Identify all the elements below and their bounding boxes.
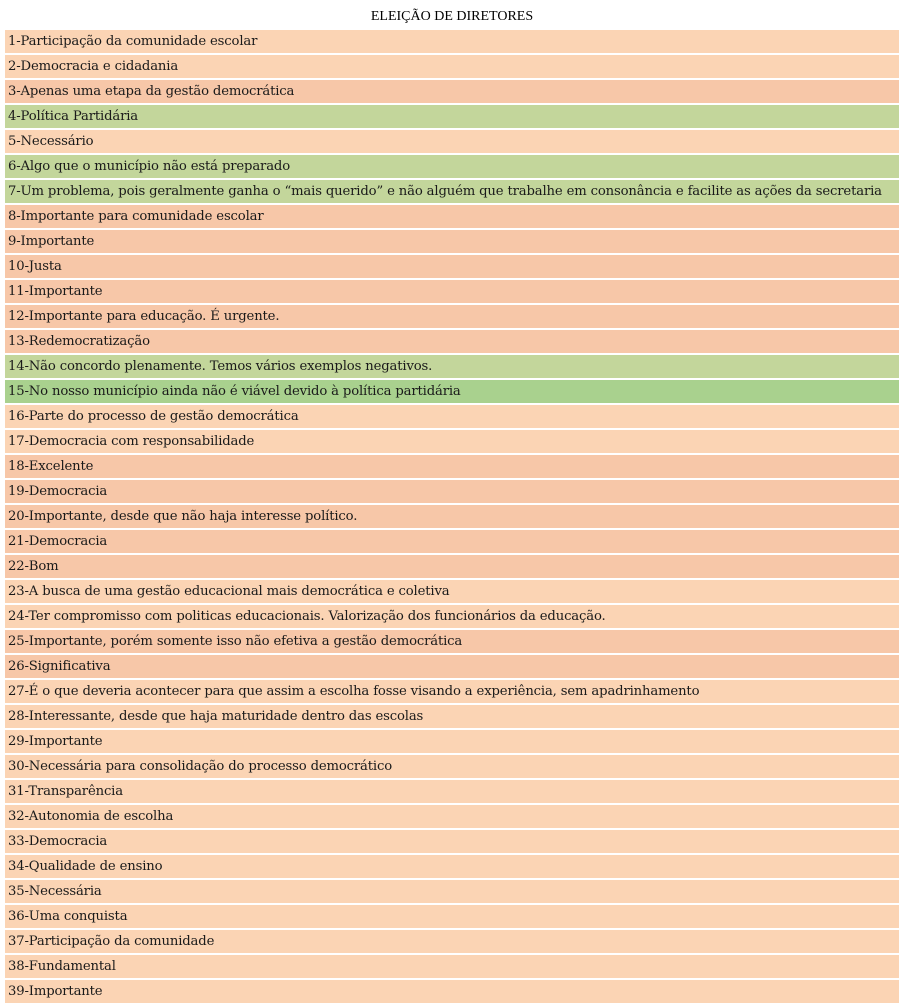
table-row: 21-Democracia: [5, 530, 899, 553]
table-row: 3-Apenas uma etapa da gestão democrática: [5, 80, 899, 103]
table-row: 16-Parte do processo de gestão democrática: [5, 405, 899, 428]
table-row: 39-Importante: [5, 980, 899, 1003]
table-row: 6-Algo que o município não está preparado: [5, 155, 899, 178]
table-row: 35-Necessária: [5, 880, 899, 903]
table-row: 22-Bom: [5, 555, 899, 578]
table-row: 33-Democracia: [5, 830, 899, 853]
table-row: 10-Justa: [5, 255, 899, 278]
table-row: 14-Não concordo plenamente. Temos vários exemplos negativos.: [5, 355, 899, 378]
table-row: 36-Uma conquista: [5, 905, 899, 928]
table-row: 18-Excelente: [5, 455, 899, 478]
table-row: 27-É o que deveria acontecer para que assim a escolha fosse visando a experiência, sem apadrinhamento: [5, 680, 899, 703]
table-row: 7-Um problema, pois geralmente ganha o “mais querido” e não alguém que trabalhe em consonância e facilite as ações da secretaria: [5, 180, 899, 203]
table-row: 17-Democracia com responsabilidade: [5, 430, 899, 453]
table-row: 28-Interessante, desde que haja maturidade dentro das escolas: [5, 705, 899, 728]
table-row: 23-A busca de uma gestão educacional mais democrática e coletiva: [5, 580, 899, 603]
table-row: 29-Importante: [5, 730, 899, 753]
table-row: 9-Importante: [5, 230, 899, 253]
table-row: 8-Importante para comunidade escolar: [5, 205, 899, 228]
table-row: 5-Necessário: [5, 130, 899, 153]
table-row: 15-No nosso município ainda não é viável devido à política partidária: [5, 380, 899, 403]
table-row: 4-Política Partidária: [5, 105, 899, 128]
table-row: 13-Redemocratização: [5, 330, 899, 353]
table-row: 26-Significativa: [5, 655, 899, 678]
responses-table: [5, 30, 899, 1005]
table-row: 34-Qualidade de ensino: [5, 855, 899, 878]
table-row: 30-Necessária para consolidação do processo democrático: [5, 755, 899, 778]
table-row: 32-Autonomia de escolha: [5, 805, 899, 828]
table-title: ELEIÇÃO DE DIRETORES: [370, 9, 534, 24]
table-row: 11-Importante: [5, 280, 899, 303]
table-row: 31-Transparência: [5, 780, 899, 803]
table-row: 38-Fundamental: [5, 955, 899, 978]
table-row: 37-Participação da comunidade: [5, 930, 899, 953]
table-row: 24-Ter compromisso com politicas educacionais. Valorização dos funcionários da educação.: [5, 605, 899, 628]
table-row: 25-Importante, porém somente isso não efetiva a gestão democrática: [5, 630, 899, 653]
table-row: 20-Importante, desde que não haja interesse político.: [5, 505, 899, 528]
table-row: 1-Participação da comunidade escolar: [5, 30, 899, 53]
table-row: 19-Democracia: [5, 480, 899, 503]
table-row: 2-Democracia e cidadania: [5, 55, 899, 78]
table-row: 12-Importante para educação. É urgente.: [5, 305, 899, 328]
